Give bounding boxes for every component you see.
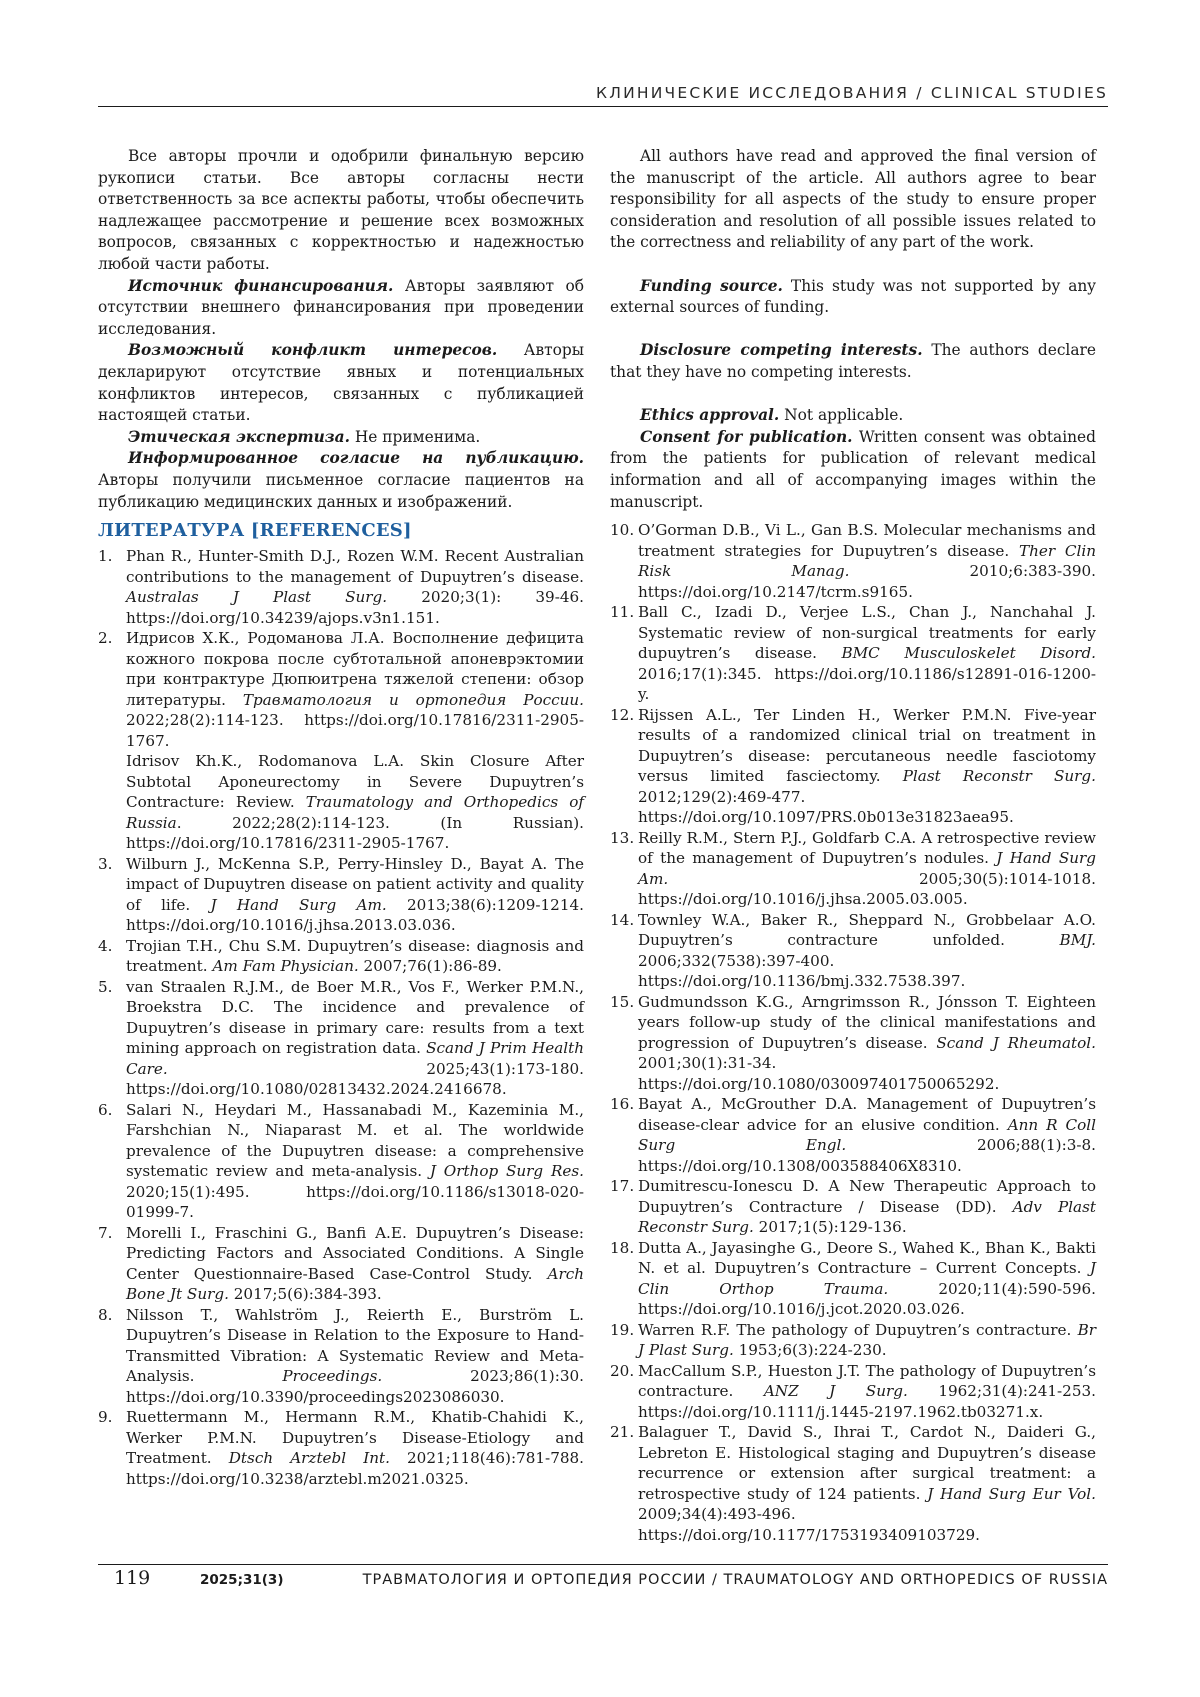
reference-journal: Травматология и ортопедия России.: [243, 691, 584, 709]
reference-journal-en: Traumatology and Orthopedics of Russia: [126, 793, 584, 832]
reference-authors-title: Townley W.A., Baker R., Sheppard N., Grobbelaar A.O. Dupuytren’s contracture unfolded.: [638, 911, 1096, 950]
reference-authors-title: Идрисов Х.К., Родоманова Л.А. Восполнение дефицита кожного покрова после субтотальной апоневрэктомии при контрактуре Дюпюитрена тяжелой степени: обзор литературы.: [126, 629, 584, 709]
reference-journal: Scand J Rheumatol.: [936, 1034, 1096, 1052]
funding-lead-en: Funding source.: [640, 277, 783, 295]
reference-item: [610, 602, 1096, 705]
reference-details-en: . 2022;28(2):114-123. (In Russian). https://doi.org/10.17816/2311-2905-1767.: [126, 814, 584, 853]
ethics-text-en: Not applicable.: [779, 406, 903, 424]
authors-approval-en: All authors have read and approved the final version of the manuscript of the article. All authors agree to bear responsibility for all aspects of the study to ensure proper consideration and resolution of all possible issues related to the correctness and reliability of any part of the work.: [610, 146, 1096, 254]
reference-authors-title: Trojian T.H., Chu S.M. Dupuytren’s disease: diagnosis and treatment.: [126, 937, 584, 976]
reference-item: [610, 992, 1096, 1095]
reference-details: 2012;129(2):469-477. https://doi.org/10.1097/PRS.0b013e31823aea95.: [638, 788, 1014, 827]
reference-details: 2017;5(6):384-393.: [229, 1285, 382, 1303]
reference-authors-title: van Straalen R.J.M., de Boer M.R., Vos F., Werker P.M.N., Broekstra D.C. The incidence and prevalence of Dupuytren’s disease in primary care: results from a text mining approach on registration data.: [126, 978, 584, 1058]
reference-number: 19.: [610, 1320, 634, 1341]
conflict-text-ru: Авторы декларируют отсутствие явных и потенциальных конфликтов интересов, связанных с публикацией настоящей статьи.: [98, 341, 584, 424]
reference-item: [98, 1223, 584, 1305]
reference-authors-title: Dumitrescu-Ionescu D. A New Therapeutic Approach to Dupuytren’s Contracture / Disease (DD).: [638, 1177, 1096, 1216]
reference-journal: Proceedings.: [282, 1367, 382, 1385]
reference-journal: BMC Musculoskelet Disord.: [841, 644, 1096, 662]
reference-details: 2022;28(2):114-123. https://doi.org/10.17816/2311-2905-1767.: [126, 711, 584, 750]
references-title: ЛИТЕРАТУРА [REFERENCES]: [98, 520, 412, 541]
reference-item: [610, 910, 1096, 992]
reference-details: 2013;38(6):1209-1214. https://doi.org/10.1016/j.jhsa.2013.03.036.: [126, 896, 584, 935]
reference-journal: Plast Reconstr Surg.: [903, 767, 1096, 785]
reference-authors-title: Balaguer T., David S., Ihrai T., Cardot N., Daideri G., Lebreton E. Histological staging and Dupuytren’s disease recurrence or extension after surgical treatment: a retrospective study of 124 patients.: [638, 1423, 1096, 1503]
reference-journal: J Orthop Surg Res.: [430, 1162, 584, 1180]
declarations-en: [610, 146, 1096, 513]
reference-item: [610, 1361, 1096, 1423]
reference-number: 9.: [98, 1407, 113, 1428]
reference-authors-title: MacCallum S.P., Hueston J.T. The pathology of Dupuytren’s contracture.: [638, 1362, 1096, 1401]
reference-item: [610, 828, 1096, 910]
reference-details: 2007;76(1):86-89.: [359, 957, 502, 975]
journal-name: ТРАВМАТОЛОГИЯ И ОРТОПЕДИЯ РОССИИ / TRAUMATOLOGY AND ORTHOPEDICS OF RUSSIA: [363, 1572, 1108, 1588]
reference-authors-title: Bayat A., McGrouther D.A. Management of Dupuytren’s disease-clear advice for an elusive condition.: [638, 1095, 1096, 1134]
reference-details: 2020;15(1):495. https://doi.org/10.1186/s13018-020-01999-7.: [126, 1183, 584, 1222]
reference-details: 2010;6:383-390. https://doi.org/10.2147/tcrm.s9165.: [638, 562, 1096, 601]
reference-details: 2020;3(1): 39-46. https://doi.org/10.34239/ajops.v3n1.151.: [126, 588, 584, 627]
reference-details: 2025;43(1):173-180. https://doi.org/10.1080/02813432.2024.2416678.: [126, 1060, 584, 1099]
conflict-en: [610, 340, 1096, 383]
reference-number: 20.: [610, 1361, 634, 1382]
reference-number: 12.: [610, 705, 634, 726]
reference-item: [610, 520, 1096, 602]
reference-details: 2006;332(7538):397-400. https://doi.org/10.1136/bmj.332.7538.397.: [638, 952, 965, 991]
reference-details: 2005;30(5):1014-1018. https://doi.org/10.1016/j.jhsa.2005.03.005.: [638, 870, 1096, 909]
reference-details: 1953;6(3):224-230.: [734, 1341, 887, 1359]
funding-lead-ru: Источник финансирования.: [128, 277, 393, 295]
reference-number: 6.: [98, 1100, 113, 1121]
reference-authors-title: Ball C., Izadi D., Verjee L.S., Chan J., Nanchahal J. Systematic review of non-surgical treatments for early dupuytren’s disease.: [638, 603, 1096, 662]
reference-journal: J Hand Surg Am.: [638, 849, 1096, 888]
reference-item: [610, 1320, 1096, 1361]
consent-ru: [98, 448, 584, 513]
reference-item: [98, 546, 584, 628]
reference-journal: Dtsch Arztebl Int.: [229, 1449, 390, 1467]
reference-item: [98, 628, 584, 854]
consent-text-en: Written consent was obtained from the patients for publication of relevant medical information and all of accompanying images within the manuscript.: [610, 428, 1096, 511]
consent-en: [610, 427, 1096, 513]
conflict-ru: [98, 340, 584, 426]
reference-number: 17.: [610, 1176, 634, 1197]
reference-journal: J Clin Orthop Trauma.: [638, 1259, 1096, 1298]
conflict-lead-ru: Возможный конфликт интересов.: [128, 341, 497, 359]
reference-number: 18.: [610, 1238, 634, 1259]
reference-authors-title: O’Gorman D.B., Vi L., Gan B.S. Molecular mechanisms and treatment strategies for Dupuytren’s disease.: [638, 521, 1096, 560]
reference-number: 5.: [98, 977, 113, 998]
running-header: КЛИНИЧЕСКИЕ ИССЛЕДОВАНИЯ / CLINICAL STUDIES: [98, 84, 1108, 106]
reference-authors-title: Warren R.F. The pathology of Dupuytren’s contracture.: [638, 1321, 1078, 1339]
consent-lead-en: Consent for publication.: [640, 428, 853, 446]
journal-page: [0, 0, 1200, 1697]
issue-label: 2025;31(3): [200, 1572, 284, 1588]
footer-rule: [98, 1564, 1108, 1565]
reference-number: 11.: [610, 602, 634, 623]
reference-authors-title: Wilburn J., McKenna S.P., Perry-Hinsley D., Bayat A. The impact of Dupuytren disease on patient activity and quality of life.: [126, 855, 584, 914]
consent-text-ru: Авторы получили письменное согласие пациентов на публикацию медицинских данных и изображений.: [98, 471, 584, 511]
header-rule: [98, 106, 1108, 107]
reference-authors-title: Nilsson T., Wahlström J., Reierth E., Burström L. Dupuytren’s Disease in Relation to the Exposure to Hand-Transmitted Vibration: A Systematic Review and Meta-Analysis.: [126, 1306, 584, 1386]
reference-number: 2.: [98, 628, 113, 649]
funding-ru: [98, 276, 584, 341]
reference-details: 2016;17(1):345. https://doi.org/10.1186/s12891-016-1200-y.: [638, 665, 1096, 704]
ethics-lead-en: Ethics approval.: [640, 406, 779, 424]
consent-lead-ru: Информированное согласие на публикацию.: [128, 449, 584, 467]
reference-journal: Australas J Plast Surg.: [126, 588, 387, 606]
reference-authors-title: Salari N., Heydari M., Hassanabadi M., Kazeminia M., Farshchian N., Niaparast M. et al. The worldwide prevalence of the Dupuytren disease: a comprehensive systematic review and meta-analysis.: [126, 1101, 584, 1181]
reference-details: 2023;86(1):30. https://doi.org/10.3390/proceedings2023086030.: [126, 1367, 584, 1406]
funding-en: [610, 276, 1096, 319]
reference-journal: Arch Bone Jt Surg.: [126, 1265, 584, 1304]
reference-item: [610, 1422, 1096, 1545]
reference-authors-title-en: Idrisov Kh.K., Rodomanova L.A. Skin Closure After Subtotal Aponeurectomy in Severe Dupuytren’s Contracture: Review.: [126, 752, 584, 811]
funding-text-en: This study was not supported by any external sources of funding.: [610, 277, 1096, 317]
reference-item: [610, 1094, 1096, 1176]
reference-number: 1.: [98, 546, 113, 567]
reference-journal: Adv Plast Reconstr Surg.: [638, 1198, 1096, 1237]
conflict-lead-en: Disclosure competing interests.: [640, 341, 923, 359]
reference-details: 2020;11(4):590-596. https://doi.org/10.1016/j.jcot.2020.03.026.: [638, 1280, 1096, 1319]
conflict-text-en: The authors declare that they have no competing interests.: [610, 341, 1096, 381]
reference-number: 21.: [610, 1422, 634, 1443]
reference-number: 4.: [98, 936, 113, 957]
reference-number: 15.: [610, 992, 634, 1013]
reference-authors-title: Ruettermann M., Hermann R.M., Khatib-Chahidi K., Werker P.M.N. Dupuytren’s Disease-Etiology and Treatment.: [126, 1408, 584, 1467]
reference-authors-title: Gudmundsson K.G., Arngrimsson R., Jónsson T. Eighteen years follow-up study of the clinical manifestations and progression of Dupuytren’s disease.: [638, 993, 1096, 1052]
reference-journal: BMJ.: [1060, 931, 1096, 949]
references-list-right: [610, 520, 1096, 1545]
reference-journal: Scand J Prim Health Care.: [126, 1039, 584, 1078]
reference-item: [610, 1238, 1096, 1320]
reference-item: [610, 1176, 1096, 1238]
reference-journal: Ann R Coll Surg Engl.: [638, 1116, 1096, 1155]
ethics-ru: [98, 427, 584, 449]
funding-text-ru: Авторы заявляют об отсутствии внешнего финансирования при проведении исследования.: [98, 277, 584, 338]
reference-item: [98, 977, 584, 1100]
reference-number: 14.: [610, 910, 634, 931]
ethics-lead-ru: Этическая экспертиза.: [128, 428, 350, 446]
reference-number: 8.: [98, 1305, 113, 1326]
reference-journal: J Hand Surg Eur Vol.: [927, 1485, 1096, 1503]
reference-details: 2017;1(5):129-136.: [754, 1218, 907, 1236]
reference-authors-title: Rijssen A.L., Ter Linden H., Werker P.M.N. Five-year results of a randomized clinical trial on treatment in Dupuytren’s disease: percutaneous needle fasciotomy versus limited fasciectomy.: [638, 706, 1096, 786]
ethics-en: [610, 405, 1096, 427]
reference-item: [98, 1100, 584, 1223]
reference-number: 10.: [610, 520, 634, 541]
reference-journal: Br J Plast Surg.: [638, 1321, 1096, 1360]
reference-journal: J Hand Surg Am.: [211, 896, 387, 914]
page-number: 119: [114, 1567, 150, 1589]
reference-item: [98, 854, 584, 936]
reference-details: 2001;30(1):31-34. https://doi.org/10.1080/030097401750065292.: [638, 1054, 999, 1093]
authors-approval-ru: Все авторы прочли и одобрили финальную версию рукописи статьи. Все авторы согласны нести ответственность за все аспекты работы, чтобы обеспечить надлежащее рассмотрение и решение всех возможных вопросов, связанных с корректностью и надежностью любой части работы.: [98, 146, 584, 276]
reference-authors-title: Dutta A., Jayasinghe G., Deore S., Wahed K., Bhan K., Bakti N. et al. Dupuytren’s Contracture – Current Concepts.: [638, 1239, 1096, 1278]
reference-number: 16.: [610, 1094, 634, 1115]
reference-journal: Ther Clin Risk Manag.: [638, 542, 1096, 581]
reference-number: 3.: [98, 854, 113, 875]
reference-journal: Am Fam Physician.: [212, 957, 358, 975]
reference-details: 2021;118(46):781-788. https://doi.org/10.3238/arztebl.m2021.0325.: [126, 1449, 584, 1488]
reference-item: [98, 1305, 584, 1408]
reference-details: 2006;88(1):3-8. https://doi.org/10.1308/003588406X8310.: [638, 1136, 1096, 1175]
reference-details: 1962;31(4):241-253. https://doi.org/10.1111/j.1445-2197.1962.tb03271.x.: [638, 1382, 1096, 1421]
reference-item: [98, 1407, 584, 1489]
declarations-ru: [98, 146, 584, 513]
reference-authors-title: Phan R., Hunter-Smith D.J., Rozen W.M. Recent Australian contributions to the management of Dupuytren’s disease.: [126, 547, 584, 586]
reference-number: 13.: [610, 828, 634, 849]
reference-item: [98, 936, 584, 977]
reference-item: [610, 705, 1096, 828]
reference-authors-title: Reilly R.M., Stern P.J., Goldfarb C.A. A retrospective review of the management of Dupuytren’s nodules.: [638, 829, 1096, 868]
references-list-left: [98, 546, 584, 1489]
reference-number: 7.: [98, 1223, 113, 1244]
reference-journal: ANZ J Surg.: [764, 1382, 908, 1400]
reference-authors-title: Morelli I., Fraschini G., Banfi A.E. Dupuytren’s Disease: Predicting Factors and Associated Conditions. A Single Center Questionnaire-Based Case-Control Study.: [126, 1224, 584, 1283]
ethics-text-ru: Не применима.: [350, 428, 480, 446]
reference-details: 2009;34(4):493-496. https://doi.org/10.1177/1753193409103729.: [638, 1505, 980, 1544]
